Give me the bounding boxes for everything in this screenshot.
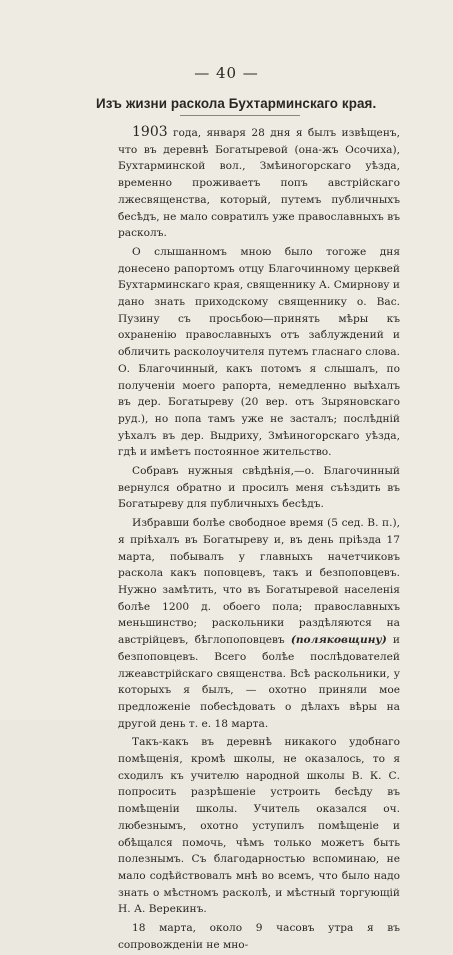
article-body xyxy=(118,124,400,955)
paragraph-3: Собравъ нужныя свѣдѣнія,—о. Благочинный вернулся обратно и просилъ меня съѣздить въ Богатыреву для публичныхъ бесѣдъ. xyxy=(118,465,400,511)
paragraph-5: Такъ-какъ въ деревнѣ никакого удобнаго помѣщенія, кромѣ школы, не оказалось, то я сходилъ къ учителю народной школы В. К. С. попросить разрѣшеніе устроить бесѣду въ помѣщеніи школы. Учитель оказался оч. любезнымъ, охотно уступилъ помѣщеніе и обѣщался помочь, чѣмъ только можетъ быть полезнымъ. Съ благодарностью вспоминаю, не мало содѣйствовалъ мнѣ во всемъ, что было надо знать о мѣстномъ расколѣ, и мѣстный торгующій Н. А. Верекинъ. xyxy=(118,736,400,916)
title-underline xyxy=(180,115,300,116)
paragraph-4-text-after: и безпоповцевъ. Всего болѣе послѣдователей лжеавстрійскаго священства. Всѣ раскольники, у которыхъ я былъ, — охотно приняли мое предложеніе побесѣдовать о дѣлахъ вѣры на другой день т. е. 18 марта. xyxy=(118,634,400,730)
paragraph-4 xyxy=(118,515,400,732)
paragraph-6: 18 марта, около 9 часовъ утра я въ сопровожденіи не мно- xyxy=(118,922,400,951)
paragraph-4-emphasis: (поляковщину) xyxy=(290,634,387,647)
paragraph-2: О слышанномъ мною было тогоже дня донесено рапортомъ отцу Благочинному церквей Бухтарминскаго края, священнику А. Смирнову и дано знать приходскому священнику о. Вас. Пузину съ просьбою—принять мѣры къ охраненію православныхъ отъ заблуждений и обличить расколоучителя путемъ гласнаго слова. О. Благочинный, какъ потомъ я слышалъ, по полученіи моего рапорта, немедленно выѣхалъ въ дер. Богатыреву (20 вер. отъ Зыряновскаго руд.), но попа тамъ уже не засталъ; послѣдній уѣхалъ въ дер. Выдриху, Змѣиногорскаго уѣзда, гдѣ и имѣетъ постоянное жительство. xyxy=(118,245,400,459)
page-number: — 40 — xyxy=(194,64,259,82)
paragraph-1-text: года, января 28 дня я былъ извѣщенъ, что въ деревнѣ Богатыревой (она-жъ Осочиха), Бухтарминской вол., Змѣиногорскаго уѣзда, временно проживаетъ попъ австрійскаго лжесвященства, который, путемъ публичныхъ бесѣдъ, не мало совратилъ уже православныхъ въ расколъ. xyxy=(118,127,400,240)
year-lead: 1903 xyxy=(132,124,168,140)
paragraph-4-text-before: Избравши болѣе свободное время (5 сед. В. п.), я пріѣхалъ въ Богатыреву и, въ день пріѣзда 17 марта, побывалъ у главныхъ начетчиковъ раскола какъ поповцевъ, такъ и безпоповцевъ. Нужно замѣтить, что въ Богатыревой населенія болѣе 1200 д. обоего пола; православныхъ меньшинство; раскольники раздѣляются на австрійцевъ, бѣглопоповцевъ xyxy=(118,517,400,647)
paragraph-1 xyxy=(118,124,400,242)
article-title: Изъ жизни раскола Бухтарминскаго края. xyxy=(96,96,377,111)
